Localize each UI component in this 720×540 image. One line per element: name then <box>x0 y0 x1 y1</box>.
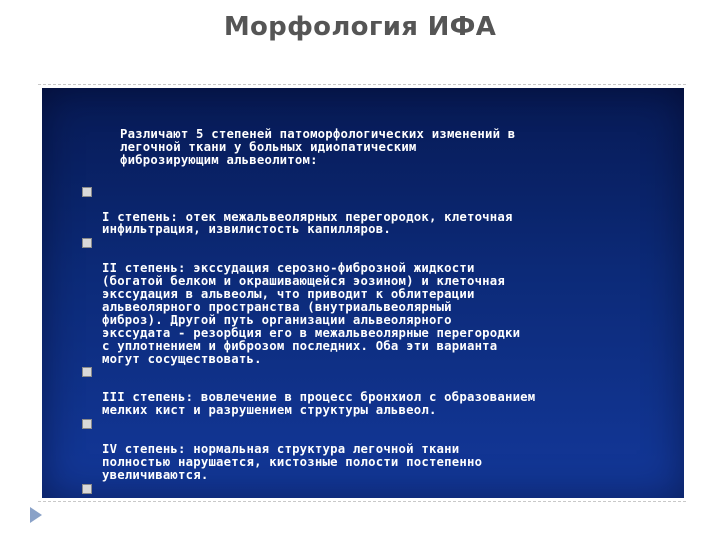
list-item <box>102 365 677 417</box>
list-item-text: I степень: отек межальвеолярных перегородок, клеточная инфильтрация, извилистость капилляров. <box>102 209 513 237</box>
bullet-icon <box>82 238 92 248</box>
bullet-icon <box>82 187 92 197</box>
list-item <box>102 236 677 365</box>
page-title: Морфология ИФА <box>223 12 497 42</box>
bullet-icon <box>82 367 92 377</box>
list-item-text: II степень: экссудация серозно-фиброзной жидкости (богатой белком и окрашивающейся эозином) и клеточная экссудация в альвеолы, что приводит к облитерации альвеолярного пространства (внутриальвеолярный фиброз). Другой путь организации альвеолярного экссудата - резорбция его в межальвеолярные перегородки с уплотнением и фиброзом последних. Оба эти варианта могут сосуществовать. <box>102 261 521 366</box>
bullet-icon <box>82 419 92 429</box>
list-item-text: III степень: вовлечение в процесс бронхиол с образованием мелких кист и разрушением структуры альвеол. <box>102 390 536 418</box>
list-item <box>102 482 677 534</box>
play-arrow-icon[interactable] <box>30 507 42 523</box>
list-item <box>102 417 677 482</box>
list-item-text: V степень: образование так называемого «сотового (или ячеистого) легкого». Кисты достигают 1 см в диаметре. <box>102 506 505 534</box>
slide-image <box>42 88 684 534</box>
list-item <box>102 185 677 237</box>
slide-content <box>102 128 677 533</box>
list-item-text: IV степень: нормальная структура легочной ткани полностью нарушается, кистозные полости постепенно увеличиваются. <box>102 441 483 482</box>
bullet-icon <box>82 484 92 494</box>
stage-list <box>102 185 677 533</box>
intro-text: Различают 5 степеней патоморфологических изменений в легочной ткани у больных идиопатическим фиброзирующим альвеолитом: <box>120 127 516 167</box>
